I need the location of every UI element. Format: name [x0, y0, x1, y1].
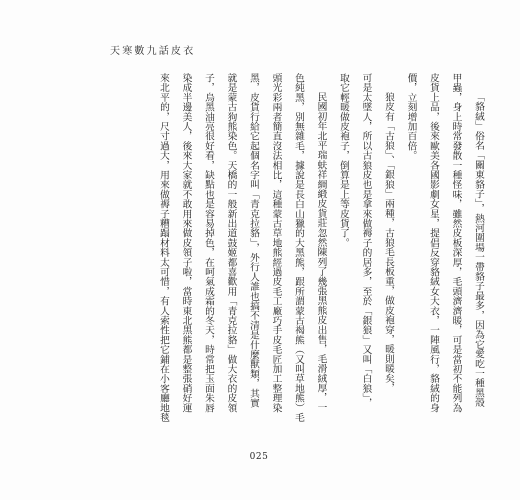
text-column: 「貉絨」俗名「關東貉子」，熱河圍場一帶貉子最多，因為它愛吃一種黑殼 [473, 92, 484, 408]
text-column: 民國初年北平瑞蚨祥綢緞皮貨莊忽然陳列了幾張黑熊皮出售，毛滑絨厚，一 [315, 92, 327, 413]
page-number: 025 [249, 452, 269, 462]
text-column: 皮貨上品，後來歐美各國影劇女星，提倡反穿貉絨女大衣，一陣風行，貉絨的身 [428, 73, 439, 413]
text-column: 黑，皮貨行給它起個名字叫「青克拉貉」，外行人誰也搞不清是什麼獸類，其實 [248, 73, 259, 408]
running-title: 天寒數九話皮衣 [110, 46, 196, 57]
text-column: 可是太墜人，所以古狼皮也是拿來做褥子的居多，至於「銀狼」又叫「白狼」， [360, 73, 372, 408]
vertical-text-block [152, 73, 490, 423]
text-column: 色純黑，別無雜毛，據說是長白山獵的大黑熊，跟所謂蒙古褐熊（又叫草地熊）毛 [293, 73, 304, 423]
text-column: 狼皮有「古狼」、「銀狼」兩種，古狼毛長板重，做皮袍穿，暖則暖矣， [383, 92, 394, 394]
text-column: 子，烏黑油亮很好看，缺點也是容易掉色，在呵氣成霜的冬天，時常把玉面朱唇 [203, 73, 214, 413]
text-column: 來北平的，尺寸過大，用來做褥子糟蹋材料太可惜，有人索性把它鋪在小客廳地毯 [158, 73, 169, 423]
text-column: 甲蟲，身上時常發散一種怪味，雖然皮板深厚，毛頭濟濟暖，可是當初不能列為 [450, 73, 462, 413]
text-column: 頭光彩兩者簡直沒法相比，這種蒙古草地熊經過皮毛工廠巧手皮毛匠加工整理染 [270, 73, 282, 413]
text-column: 染成半邊美人，後來大家就不敢用來做皮領子啦，當時東北黑熊都是整張硝好運 [180, 73, 192, 413]
text-column: 取它輕暖做皮袍子，倒算是上等皮貨了。 [338, 73, 349, 248]
text-column: 價，立刻增加百倍。 [405, 73, 417, 161]
text-column: 就是蒙古狗熊染色。天橋的一般新出道鼓姬都喜歡用「青克拉貉」做大衣的皮領 [225, 73, 237, 413]
